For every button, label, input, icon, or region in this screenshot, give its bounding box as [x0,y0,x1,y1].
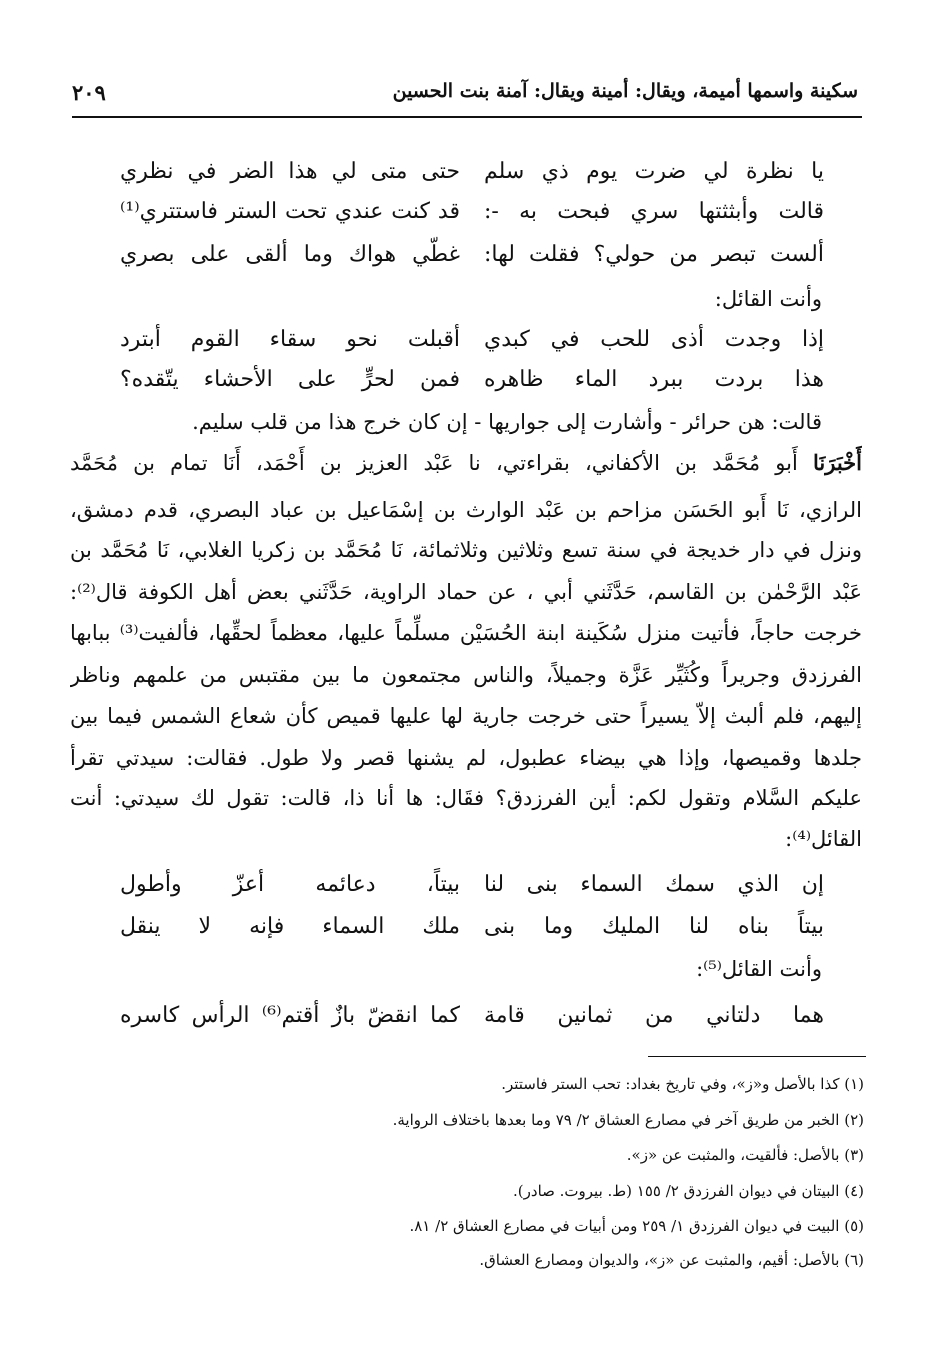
intro-line: وأنت القائل: [714,287,822,311]
verse-line [90,320,824,360]
paragraph-line: عَبْد الرَّحْمٰن بن القاسم، حَدَّثَني أبي ، عن حماد الراوية، حَدَّثَني بعض أهل الكوفة قال⁽²⁾: [70,580,862,604]
verse-second-hemistich: أقبلت نحو سقاء القوم أبترد [120,327,460,352]
verse-second-hemistich: بيتاً، دعائمه أعزّ وأطول [120,872,460,897]
verse-line [90,996,824,1036]
running-header-title: سكينة واسمها أميمة، ويقال: أمينة ويقال: آمنة بنت الحسين [392,80,858,102]
footnote: (٦) بالأصل: أقيم، والمثبت عن «ز»، والديوان ومصارع العشاق. [479,1251,864,1269]
verse-second-hemistich: غطّي هواك وما ألقى على بصري [120,242,460,267]
verse-first-hemistich: هذا بردت ببرد الماء ظاهره [484,367,824,392]
paragraph-line-text: أَبو مُحَمَّد بن الأكفاني، بقراءتي، نا عَبْد العزيز بن أَحْمَد، أَنَا تمام بن مُحَمَّد [70,451,814,475]
paragraph-line: ونزل في دار خديجة في سنة تسع وثلاثين وثلاثمائة، نَا مُحَمَّد بن زكريا الغلابي، نَا مُحَمَّد بن [70,538,862,562]
paragraph-line: خرجت حاجاً، فأتيت منزل سُكَينة ابنة الحُسَيْن مسلِّماً عليها، معظماً لحقِّها، فألفيت⁽³⁾ ببابها [70,621,862,645]
footnote: (١) كذا بالأصل و«ز»، وفي تاريخ بغداد: تحب الستر فاستتر. [501,1075,864,1093]
intro-line: وأنت القائل⁽⁵⁾: [696,957,822,981]
paragraph-line: الرازي، نَا أَبو الحَسَن مزاحم بن عَبْد الوارث بن إسْمَاعيل بن عباد البصري، قدم دمشق، [70,498,862,522]
verse-line [90,192,824,232]
footnote-divider [648,1056,866,1057]
prose-line: قالت: هن حرائر - وأشارت إلى جواريها - إن كان خرج هذا من قلب سليم. [192,410,822,434]
verse-line [90,360,824,400]
verse-first-hemistich: بيتاً بناه لنا المليك وما بنى [484,914,824,939]
verse-second-hemistich: حتى متى لي هذا الضر في نظري [120,159,460,184]
paragraph-line: جلدها وقميصها، وإذا هي بيضاء عطبول، لم يشنها قصر ولا طول. فقالت: سيدتي تقرأ [70,746,862,770]
verse-line [90,152,824,192]
verse-first-hemistich: قالت وأبثثتها سري فبحت به -: [484,199,824,224]
footnote: (٣) بالأصل: فألقيت، والمثبت عن «ز». [626,1146,864,1164]
verse-line [90,907,824,947]
verse-second-hemistich: كما انقضّ بازٌ أقتم⁽⁶⁾ الرأس كاسره [120,1003,460,1028]
verse-first-hemistich: يا نظرة لي ضرت يوم ذي سلم [484,159,824,184]
verse-first-hemistich: ألست تبصر من حولي؟ فقلت لها: [484,242,824,267]
page-number: ٢٠٩ [72,80,106,105]
paragraph-lead-word: أَخْبَرَنَا [813,450,862,475]
verse-first-hemistich: إن الذي سمك السماء بنى لنا [484,872,824,897]
footnote: (٥) البيت في ديوان الفرزدق ١/ ٢٥٩ ومن أبيات في مصارع العشاق ٢/ ٨١. [409,1217,864,1235]
verse-second-hemistich: ملك السماء فإنه لا ينقل [120,914,460,939]
paragraph-first-line [70,444,862,482]
header-divider [72,116,862,118]
verse-line [90,235,824,275]
verse-second-hemistich: فمن لحرٍّ على الأحشاء يتّقده؟ [120,367,460,392]
paragraph-line: إليهم، فلم ألبث إلاّ يسيراً حتى خرجت جارية لها عليها قميص كأن شعاع الشمس فيما بين [70,704,862,728]
verse-line [90,865,824,905]
paragraph-line: الفرزدق وجريراً وكُثَيِّر عَزَّة وجميلاً، والناس مجتمعون ما بين مقتبس من علمهم وناظر [70,663,862,687]
verse-second-hemistich: قد كنت عندي تحت الستر فاستتري⁽¹⁾ [120,199,460,224]
paragraph-line: القائل⁽⁴⁾: [785,827,862,851]
footnote: (٤) البيتان في ديوان الفرزدق ٢/ ١٥٥ (ط. بيروت. صادر). [513,1182,864,1200]
verse-first-hemistich: إذا وجدت أذى للحب في كبدي [484,327,824,352]
verse-first-hemistich: هما دلتاني من ثمانين قامة [484,1003,824,1028]
paragraph-line: عليكم السَّلام وتقول لكم: أين الفرزدق؟ فقَال: ها أنا ذا، قالت: تقول لك سيدتي: أنت [70,786,862,810]
footnote: (٢) الخبر من طريق آخر في مصارع العشاق ٢/ ٧٩ وما بعدها باختلاف الرواية. [392,1111,864,1129]
